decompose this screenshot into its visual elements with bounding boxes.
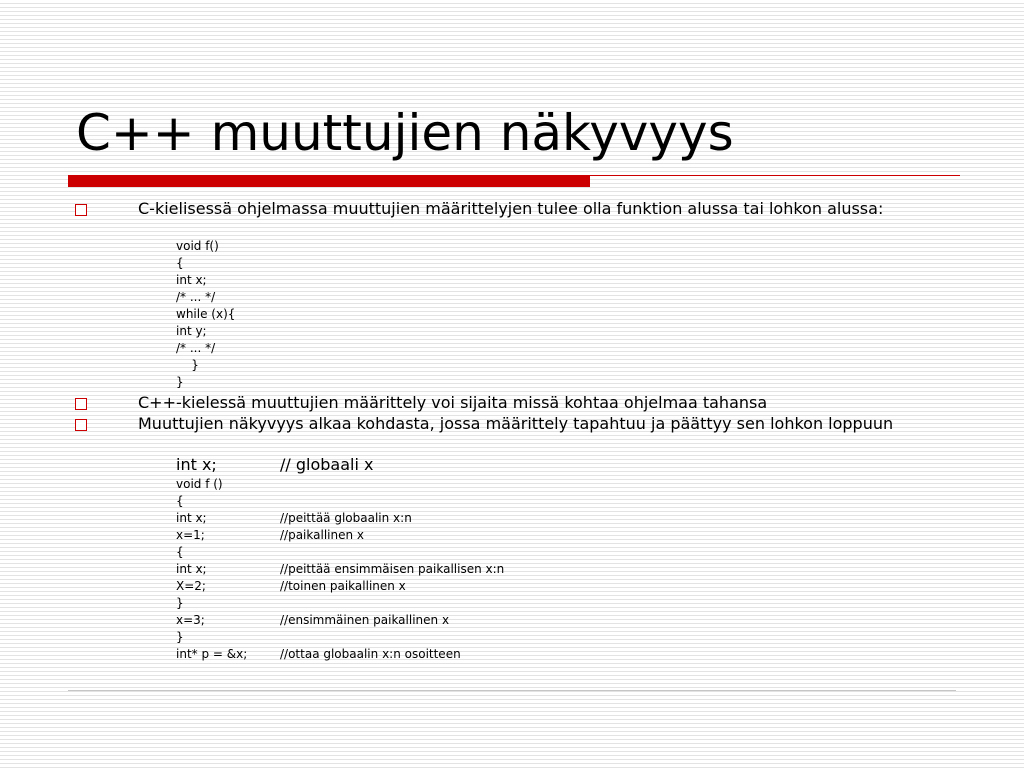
- code-comment: //ensimmäinen paikallinen x: [280, 613, 450, 627]
- code-line: void f(): [176, 239, 219, 253]
- code-comment: //toinen paikallinen x: [280, 579, 406, 593]
- code-line: while (x){: [176, 307, 236, 321]
- code-line: X=2;: [176, 579, 206, 593]
- code-line: int x;: [176, 455, 217, 474]
- code-line: int y;: [176, 324, 207, 338]
- code-line: int* p = &x;: [176, 647, 248, 661]
- code-line: int x;: [176, 562, 207, 576]
- code-line: /* ... */: [176, 290, 216, 304]
- footer-divider: [68, 690, 956, 691]
- title-underline: [590, 175, 960, 176]
- code-line: }: [176, 358, 199, 372]
- bullet-square-icon: [75, 398, 87, 410]
- bullet-text: C-kielisessä ohjelmassa muuttujien määrittelyjen tulee olla funktion alussa tai lohkon alussa:: [138, 199, 884, 218]
- code-line: {: [176, 494, 184, 508]
- slide-title: C++ muuttujien näkyvyys: [76, 104, 734, 162]
- code-comment: // globaali x: [280, 455, 374, 474]
- bullet-square-icon: [75, 419, 87, 431]
- code-line: x=3;: [176, 613, 205, 627]
- code-line: void f (): [176, 477, 223, 491]
- code-line: /* ... */: [176, 341, 216, 355]
- title-accent-bar: [68, 175, 590, 187]
- bullet-text: C++-kielessä muuttujien määrittely voi sijaita missä kohtaa ohjelmaa tahansa: [138, 393, 768, 412]
- code-line: }: [176, 375, 184, 389]
- bullet-text: Muuttujien näkyvyys alkaa kohdasta, jossa määrittely tapahtuu ja päättyy sen lohkon loppuun: [138, 414, 894, 433]
- code-line: {: [176, 545, 184, 559]
- code-line: x=1;: [176, 528, 205, 542]
- code-line: }: [176, 596, 184, 610]
- code-comment: //peittää ensimmäisen paikallisen x:n: [280, 562, 505, 576]
- code-line: int x;: [176, 511, 207, 525]
- bullet-square-icon: [75, 204, 87, 216]
- code-comment: //paikallinen x: [280, 528, 364, 542]
- code-line: {: [176, 256, 184, 270]
- code-line: int x;: [176, 273, 207, 287]
- code-line: }: [176, 630, 184, 644]
- code-comment: //peittää globaalin x:n: [280, 511, 412, 525]
- code-comment: //ottaa globaalin x:n osoitteen: [280, 647, 461, 661]
